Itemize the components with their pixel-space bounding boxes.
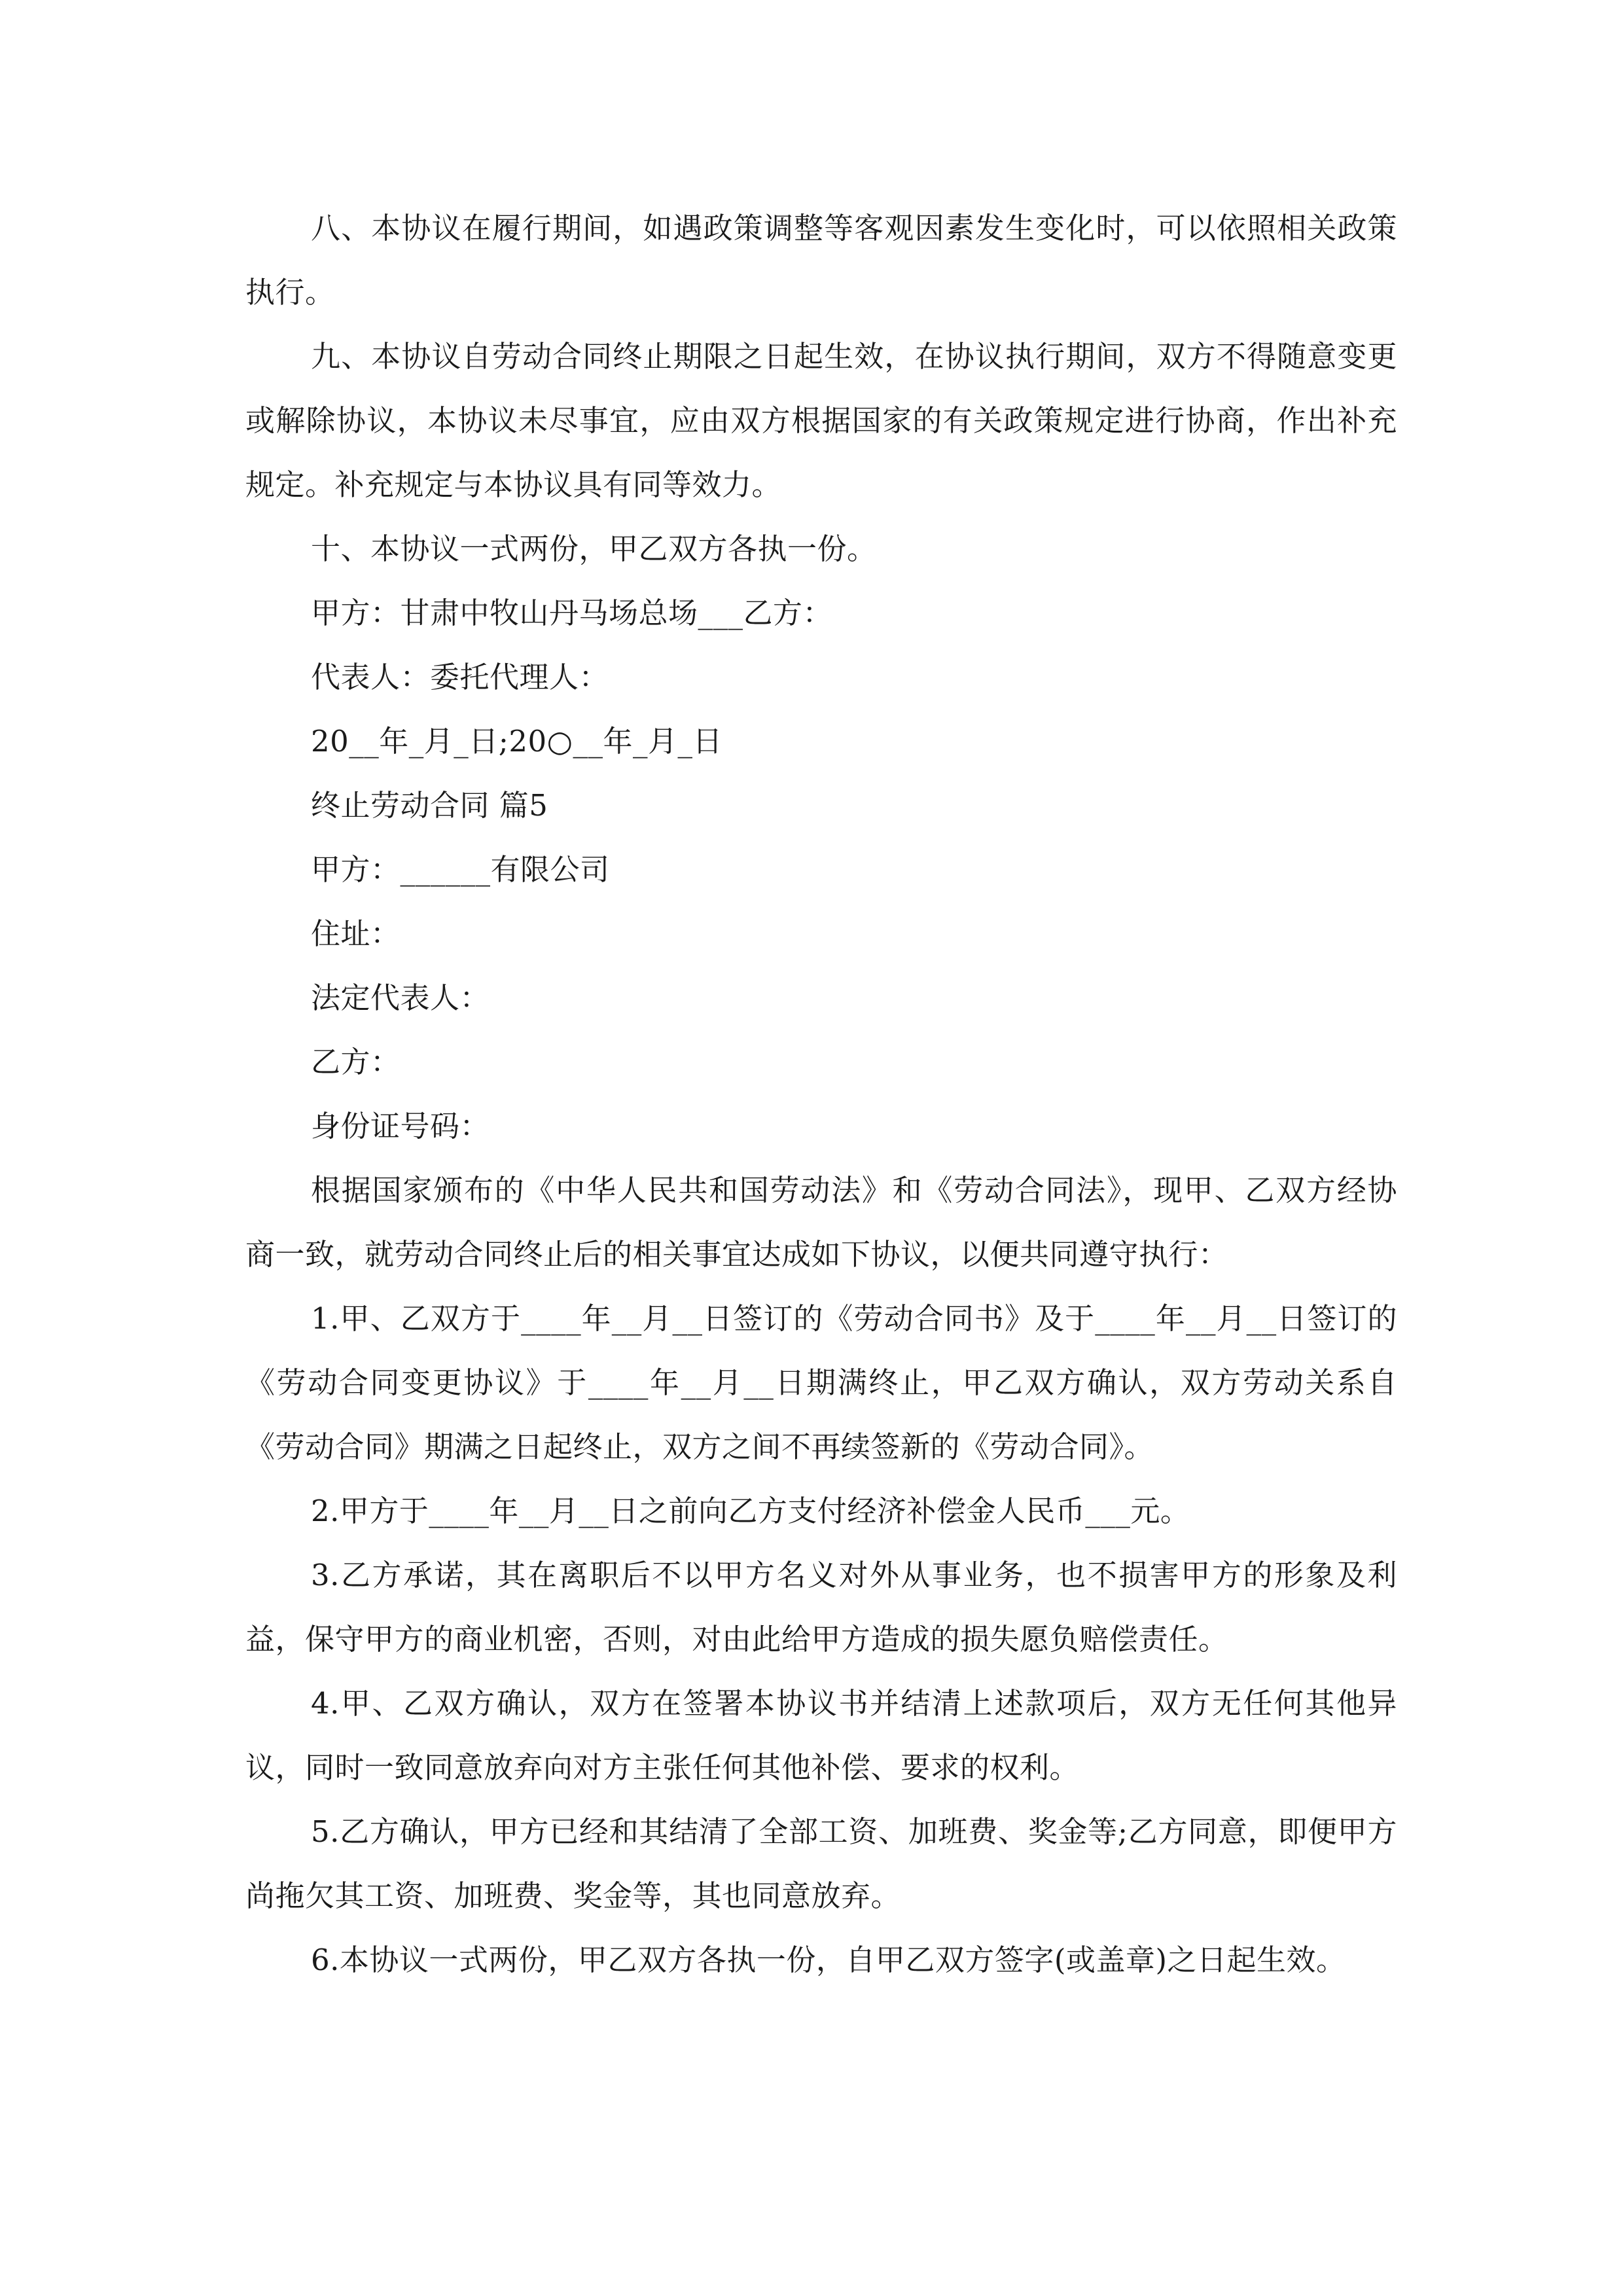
article-3: 3.乙方承诺，其在离职后不以甲方名义对外从事业务，也不损害甲方的形象及利益，保守甲方的商业机密，否则，对由此给甲方造成的损失愿负赔偿责任。 (245, 1558, 1397, 1657)
article-5: 5.乙方确认，甲方已经和其结清了全部工资、加班费、奖金等;乙方同意，即便甲方尚拖欠其工资、加班费、奖金等，其也同意放弃。 (245, 1814, 1397, 1913)
document-body (245, 196, 1397, 1992)
article-1: 1.甲、乙双方于____年__月__日签订的《劳动合同书》及于____年__月__日签订的《劳动合同变更协议》于____年__月__日期满终止，甲乙双方确认，双方劳动关系自《劳动合同》期满之日起终止，双方之间不再续签新的《劳动合同》。 (245, 1301, 1397, 1464)
party-a-b-line: 甲方：甘肃中牧山丹马场总场___乙方： (311, 596, 833, 630)
clause-8: 八、本协议在履行期间，如遇政策调整等客观因素发生变化时，可以依照相关政策执行。 (245, 211, 1397, 310)
preamble: 根据国家颁布的《中华人民共和国劳动法》和《劳动合同法》，现甲、乙双方经协商一致，就劳动合同终止后的相关事宜达成如下协议，以便共同遵守执行： (245, 1173, 1397, 1272)
clause-9: 九、本协议自劳动合同终止期限之日起生效，在协议执行期间，双方不得随意变更或解除协议，本协议未尽事宜，应由双方根据国家的有关政策规定进行协商，作出补充规定。补充规定与本协议具有同等效力。 (245, 339, 1397, 502)
id-number-field: 身份证号码： (311, 1109, 490, 1143)
article-6: 6.本协议一式两份，甲乙双方各执一份，自甲乙双方签字(或盖章)之日起生效。 (311, 1943, 1346, 1977)
clause-10: 十、本协议一式两份，甲乙双方各执一份。 (311, 531, 877, 566)
party-b-field: 乙方： (311, 1045, 401, 1079)
party-a-company: 甲方：______有限公司 (311, 852, 610, 887)
representative-line: 代表人：委托代理人： (311, 660, 609, 694)
address-field: 住址： (311, 916, 401, 951)
legal-representative-field: 法定代表人： (311, 980, 490, 1015)
article-2: 2.甲方于____年__月__日之前向乙方支付经济补偿金人民币___元。 (311, 1494, 1190, 1528)
article-4: 4.甲、乙双方确认，双方在签署本协议书并结清上述款项后，双方无任何其他异议，同时一致同意放弃向对方主张任何其他补偿、要求的权利。 (245, 1686, 1397, 1785)
date-line: 20__年_月_日;20○__年_月_日 (311, 724, 722, 759)
section-title: 终止劳动合同 篇5 (311, 788, 548, 823)
